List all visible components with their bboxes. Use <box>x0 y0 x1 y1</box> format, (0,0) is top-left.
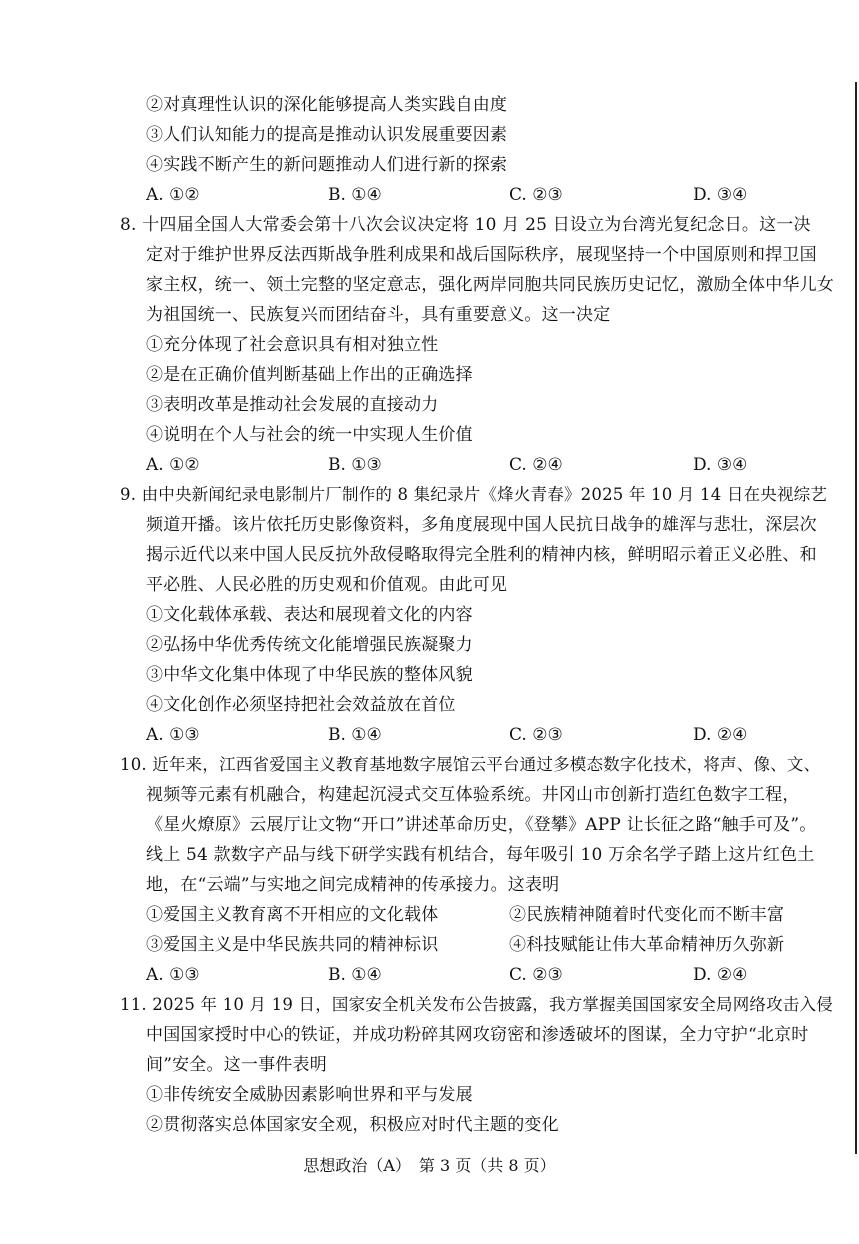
q9-choice-b: B. ①④ <box>328 725 382 745</box>
q9-stem-line-4: 平必胜、人民必胜的历史观和价值观。由此可见 <box>146 575 508 595</box>
q7-choice-d: D. ③④ <box>693 185 748 205</box>
q8-option-4: ④说明在个人与社会的统一中实现人生价值 <box>146 425 473 445</box>
q9-option-4: ④文化创作必须坚持把社会效益放在首位 <box>146 695 456 715</box>
q7-choice-c: C. ②③ <box>509 185 563 205</box>
q10-stem-line-5: 地，在“云端”与实地之间完成精神的传承接力。这表明 <box>146 875 560 895</box>
q9-choice-c: C. ②③ <box>509 725 563 745</box>
q8-stem-line-1: 8. 十四届全国人大常委会第十八次会议决定将 10 月 25 日设立为台湾光复纪念日。这一决 <box>120 215 811 235</box>
q10-choice-a: A. ①③ <box>146 965 200 985</box>
q10-stem-line-1: 10. 近年来，江西省爱国主义教育基地数字展馆云平台通过多模态数字化技术，将声、像、文、 <box>120 755 821 774</box>
q11-stem-line-3: 间”安全。这一事件表明 <box>146 1055 327 1075</box>
q10-option-4: ④科技赋能让伟大革命精神历久弥新 <box>509 935 785 955</box>
q10-stem-line-4: 线上 54 款数字产品与线下研学实践有机结合，每年吸引 10 万余名学子踏上这片红色土 <box>146 845 815 865</box>
q9-option-3: ③中华文化集中体现了中华民族的整体风貌 <box>146 665 473 685</box>
q8-choice-b: B. ①③ <box>328 455 382 475</box>
q7-option-4: ④实践不断产生的新问题推动人们进行新的探索 <box>146 155 508 175</box>
q9-stem-line-2: 频道开播。该片依托历史影像资料，多角度展现中国人民抗日战争的雄浑与悲壮，深层次 <box>146 515 817 535</box>
q10-choice-b: B. ①④ <box>328 965 382 985</box>
q10-option-1: ①爱国主义教育离不开相应的文化载体 <box>146 905 439 925</box>
q10-stem-line-2: 视频等元素有机融合，构建起沉浸式交互体验系统。井冈山市创新打造红色数字工程， <box>146 785 800 805</box>
q8-choice-a: A. ①② <box>146 455 200 475</box>
q11-stem-line-1: 11. 2025 年 10 月 19 日，国家安全机关发布公告披露，我方掌握美国国家安全局网络攻击入侵 <box>120 995 833 1014</box>
q8-stem-line-4: 为祖国统一、民族复兴而团结奋斗，具有重要意义。这一决定 <box>146 305 611 325</box>
q11-stem-line-2: 中国国家授时中心的铁证，并成功粉碎其网攻窃密和渗透破坏的图谋，全力守护“北京时 <box>146 1025 809 1045</box>
q8-choice-d: D. ③④ <box>693 455 748 475</box>
q10-choice-c: C. ②③ <box>509 965 563 985</box>
q8-option-2: ②是在正确价值判断基础上作出的正确选择 <box>146 365 473 385</box>
q10-option-3: ③爱国主义是中华民族共同的精神标识 <box>146 935 439 955</box>
q10-stem-line-3: 《星火燎原》云展厅让文物“开口”讲述革命历史，《登攀》APP 让长征之路“触手可及”。 <box>146 815 817 835</box>
q9-stem-line-3: 揭示近代以来中国人民反抗外敌侵略取得完全胜利的精神内核，鲜明昭示着正义必胜、和 <box>146 545 817 565</box>
q10-choice-d: D. ②④ <box>693 965 748 985</box>
q7-choice-b: B. ①④ <box>328 185 382 205</box>
q9-stem-line-1: 9. 由中央新闻纪录电影制片厂制作的 8 集纪录片《烽火青春》2025 年 10 月 14 日在央视综艺 <box>120 485 828 504</box>
q11-option-2: ②贯彻落实总体国家安全观，积极应对时代主题的变化 <box>146 1115 559 1135</box>
q9-choice-a: A. ①③ <box>146 725 200 745</box>
q8-stem-line-2: 定对于维护世界反法西斯战争胜利成果和战后国际秩序，展现坚持一个中国原则和捍卫国 <box>146 245 817 265</box>
q7-option-3: ③人们认知能力的提高是推动认识发展重要因素 <box>146 125 508 145</box>
q8-choice-c: C. ②④ <box>509 455 563 475</box>
q8-stem-line-3: 家主权，统一、领土完整的坚定意志，强化两岸同胞共同民族历史记忆，激励全体中华儿女 <box>146 275 834 295</box>
q9-choice-d: D. ②④ <box>693 725 748 745</box>
q8-option-3: ③表明改革是推动社会发展的直接动力 <box>146 395 439 415</box>
q8-option-1: ①充分体现了社会意识具有相对独立性 <box>146 335 439 355</box>
q9-option-2: ②弘扬中华优秀传统文化能增强民族凝聚力 <box>146 635 473 655</box>
q7-option-2: ②对真理性认识的深化能够提高人类实践自由度 <box>146 95 508 115</box>
margin-rule <box>855 82 857 1154</box>
q10-option-2: ②民族精神随着时代变化而不断丰富 <box>509 905 785 925</box>
page-footer: 思想政治（A） 第 3 页（共 8 页） <box>303 1156 556 1175</box>
q7-choice-a: A. ①② <box>146 185 200 205</box>
q9-option-1: ①文化载体承载、表达和展现着文化的内容 <box>146 605 473 625</box>
q11-option-1: ①非传统安全威胁因素影响世界和平与发展 <box>146 1085 473 1105</box>
